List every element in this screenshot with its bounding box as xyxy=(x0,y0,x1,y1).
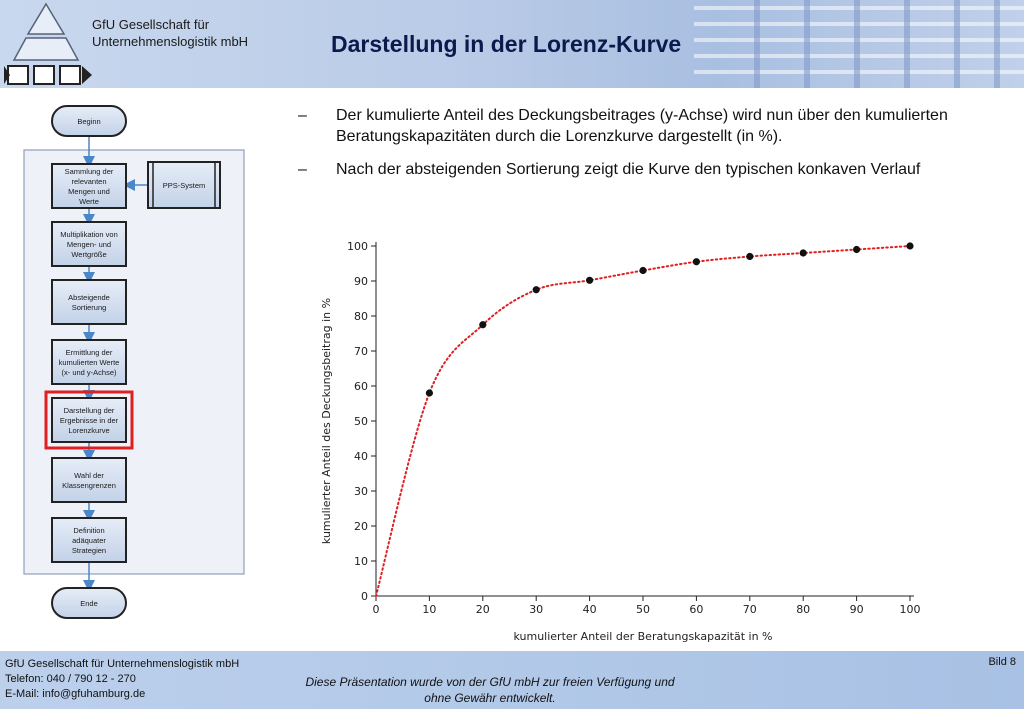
footer-company: GfU Gesellschaft für Unternehmenslogistik mbH xyxy=(5,658,240,670)
y-tick-label: 50 xyxy=(354,415,368,428)
bullet-item xyxy=(298,105,1014,147)
x-tick-label: 70 xyxy=(742,603,757,616)
x-tick-label: 40 xyxy=(582,603,597,616)
bullet-dash: – xyxy=(298,161,307,178)
y-tick-label: 30 xyxy=(354,485,368,498)
footer-contact xyxy=(5,657,239,702)
disclaimer-line-2: ohne Gewähr entwickelt. xyxy=(424,691,556,705)
y-tick-label: 70 xyxy=(354,345,368,358)
gfu-logo xyxy=(2,0,94,88)
x-tick-label: 30 xyxy=(529,603,544,616)
footer-email: E-Mail: info@gfuhamburg.de xyxy=(5,688,146,700)
company-line-2: Unternehmenslogistik mbH xyxy=(92,34,249,49)
y-axis-label: kumulierter Anteil des Deckungsbeitrag in % xyxy=(320,297,333,545)
x-tick-label: 10 xyxy=(422,603,437,616)
flow-step-label: Multiplikation von xyxy=(60,230,118,239)
bullet-dash: – xyxy=(298,107,307,124)
page-title: Darstellung in der Lorenz-Kurve xyxy=(331,31,682,57)
y-tick-label: 10 xyxy=(354,555,368,568)
flow-step-label: Wertgröße xyxy=(71,250,107,259)
x-tick-label: 60 xyxy=(689,603,704,616)
flow-step-label: Wahl der xyxy=(74,471,104,480)
flow-step-label: Mengen und xyxy=(68,187,110,196)
footer-bar xyxy=(0,651,1024,709)
flow-step-label: Sortierung xyxy=(71,303,107,312)
data-point xyxy=(693,258,700,265)
flow-step-label: Sammlung der xyxy=(64,167,114,176)
pps-system-label: PPS-System xyxy=(162,181,206,190)
y-tick-label: 90 xyxy=(354,275,368,288)
page-number: Bild 8 xyxy=(988,656,1016,668)
disclaimer-line-1: Diese Präsentation wurde von der GfU mbH zur freien Verfügung und xyxy=(305,675,675,689)
company-line-1: GfU Gesellschaft für xyxy=(92,17,210,32)
x-axis-label: kumulierter Anteil der Beratungskapazität in % xyxy=(513,630,773,643)
flow-end-label: Ende xyxy=(80,599,98,608)
company-name xyxy=(92,16,248,50)
flow-step-box xyxy=(52,280,126,324)
header-bar xyxy=(0,0,1024,88)
flow-start-label: Beginn xyxy=(77,117,101,126)
x-tick-label: 100 xyxy=(899,603,921,616)
process-flowchart xyxy=(0,92,260,632)
data-point xyxy=(746,253,753,260)
lorenz-chart xyxy=(316,230,936,650)
bullet-text: Nach der absteigenden Sortierung zeigt die Kurve den typischen konkaven Verlauf xyxy=(336,161,921,178)
flow-step-label: (x- und y-Achse) xyxy=(61,368,117,377)
flow-step-label: Definition xyxy=(73,526,105,535)
flow-step-box xyxy=(52,458,126,502)
y-tick-label: 60 xyxy=(354,380,368,393)
flow-step-label: kumulierten Werte xyxy=(58,358,120,367)
flow-step-label: Ergebnisse in der xyxy=(59,416,119,425)
x-tick-label: 80 xyxy=(796,603,811,616)
flow-step-label: relevanten xyxy=(71,177,107,186)
flow-step-label: adäquater xyxy=(72,536,106,545)
data-point xyxy=(586,277,593,284)
data-point xyxy=(479,321,486,328)
x-tick-label: 0 xyxy=(372,603,380,616)
flow-step-label: Absteigende xyxy=(68,293,110,302)
x-tick-label: 90 xyxy=(849,603,864,616)
lorenz-curve-line xyxy=(376,246,910,596)
y-tick-label: 40 xyxy=(354,450,368,463)
data-point xyxy=(800,249,807,256)
footer-phone: Telefon: 040 / 790 12 - 270 xyxy=(5,673,136,685)
flow-step-label: Klassengrenzen xyxy=(62,481,116,490)
y-tick-label: 20 xyxy=(354,520,368,533)
data-point xyxy=(533,286,540,293)
bullet-item xyxy=(298,159,1014,180)
flow-step-label: Ermittlung der xyxy=(65,348,113,357)
flow-step-label: Darstellung der xyxy=(63,406,115,415)
bullet-text: Der kumulierte Anteil des Deckungsbeitrages (y-Achse) wird nun über den kumulierten Beratungskapazitäten durch die Lorenzkurve dargestellt (in %). xyxy=(336,107,948,145)
header-grid-pattern xyxy=(694,0,1024,88)
flow-step-label: Mengen- und xyxy=(66,240,112,249)
data-point xyxy=(906,242,913,249)
x-tick-label: 50 xyxy=(636,603,650,616)
flow-step-label: Werte xyxy=(79,197,99,206)
footer-disclaimer xyxy=(260,674,720,706)
y-tick-label: 100 xyxy=(347,240,368,253)
bullet-list xyxy=(298,105,1014,192)
y-tick-label: 80 xyxy=(354,310,368,323)
x-tick-label: 20 xyxy=(475,603,490,616)
y-tick-label: 0 xyxy=(361,590,368,603)
flow-step-label: Lorenzkurve xyxy=(68,426,110,435)
flow-step-label: Strategien xyxy=(71,546,107,555)
data-point xyxy=(639,267,646,274)
data-point xyxy=(853,246,860,253)
data-point xyxy=(426,389,433,396)
